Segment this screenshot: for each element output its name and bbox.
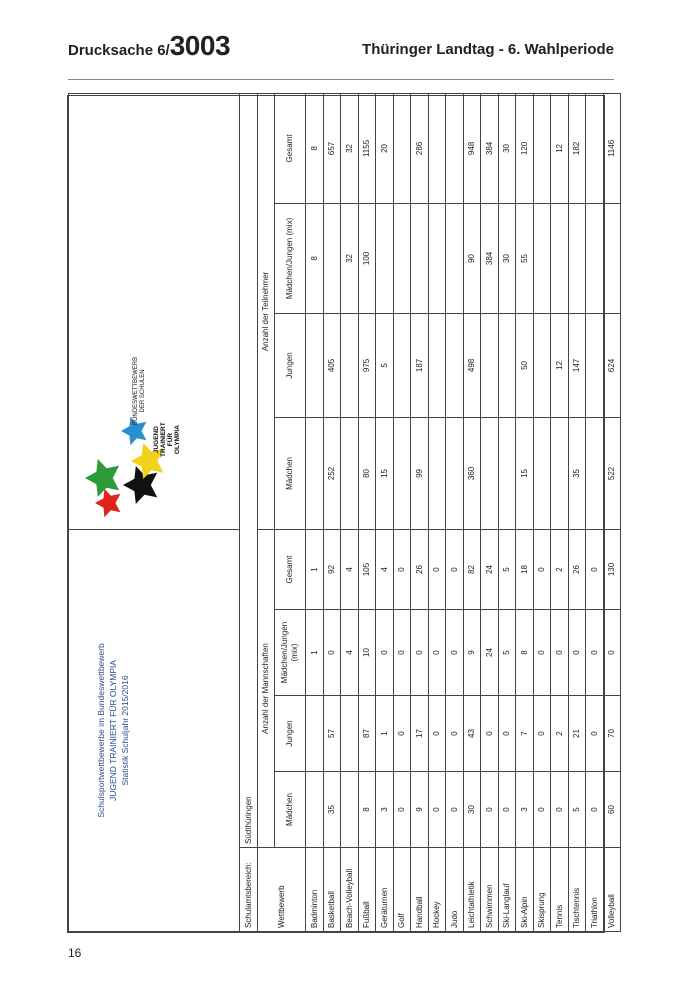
sport-name-cell: Ski-Alpin bbox=[516, 848, 534, 932]
col-header-part-jungen: Jungen bbox=[275, 313, 306, 417]
value-cell-tj: 43 bbox=[463, 696, 481, 772]
value-cell-tx: 4 bbox=[341, 610, 359, 696]
col-header-wettbewerb: Wettbewerb bbox=[257, 848, 306, 932]
table-row bbox=[341, 93, 359, 931]
value-cell-pg bbox=[446, 93, 464, 203]
value-cell-tj: 0 bbox=[428, 696, 446, 772]
value-cell-pg: 286 bbox=[411, 93, 429, 203]
value-cell-pg: 182 bbox=[568, 93, 586, 203]
title-row bbox=[69, 93, 240, 931]
value-cell-pm: 15 bbox=[516, 417, 534, 529]
table-frame bbox=[67, 95, 617, 933]
value-cell-tj: 0 bbox=[446, 696, 464, 772]
statistics-table bbox=[68, 93, 621, 932]
value-cell-pg: 1155 bbox=[358, 93, 376, 203]
value-cell-tg: 0 bbox=[446, 529, 464, 609]
table-title-line-2: JUGEND TRAINIERT FÜR OLYMPIA bbox=[108, 659, 118, 801]
col-header-part-mix: Mädchen/Jungen (mix) bbox=[275, 203, 306, 313]
value-cell-px: 100 bbox=[358, 203, 376, 313]
value-cell-tj: 70 bbox=[603, 696, 621, 772]
sport-name-cell: Tennis bbox=[551, 848, 569, 932]
value-cell-tg: 18 bbox=[516, 529, 534, 609]
value-cell-tx: 0 bbox=[428, 610, 446, 696]
value-cell-tj bbox=[306, 696, 324, 772]
value-cell-pj bbox=[533, 313, 551, 417]
value-cell-tx: 0 bbox=[393, 610, 411, 696]
value-cell-tm: 0 bbox=[393, 772, 411, 848]
value-cell-px: 32 bbox=[341, 203, 359, 313]
sport-name-cell: Handball bbox=[411, 848, 429, 932]
schulamt-label: Schulamtsbereich: bbox=[240, 848, 258, 932]
value-cell-tm: 3 bbox=[376, 772, 394, 848]
rotated-table bbox=[67, 95, 617, 933]
table-row bbox=[306, 93, 324, 931]
sport-name-cell: Tischtennis bbox=[568, 848, 586, 932]
value-cell-tg: 2 bbox=[551, 529, 569, 609]
value-cell-tg: 5 bbox=[498, 529, 516, 609]
table-row bbox=[376, 93, 394, 931]
col-header-teams-mix: Mädchen/Jungen (mix) bbox=[275, 610, 306, 696]
value-cell-px: 8 bbox=[306, 203, 324, 313]
value-cell-tj: 0 bbox=[533, 696, 551, 772]
sport-name-cell: Judo bbox=[446, 848, 464, 932]
value-cell-px bbox=[428, 203, 446, 313]
value-cell-pm bbox=[446, 417, 464, 529]
value-cell-tg: 24 bbox=[481, 529, 499, 609]
value-cell-tx: 5 bbox=[498, 610, 516, 696]
sport-name-cell: Golf bbox=[393, 848, 411, 932]
value-cell-tm bbox=[306, 772, 324, 848]
value-cell-tm: 30 bbox=[463, 772, 481, 848]
value-cell-pm: 252 bbox=[323, 417, 341, 529]
value-cell-pg: 120 bbox=[516, 93, 534, 203]
value-cell-tx: 8 bbox=[516, 610, 534, 696]
value-cell-tx: 24 bbox=[481, 610, 499, 696]
sport-name-cell: Hockey bbox=[428, 848, 446, 932]
table-row bbox=[428, 93, 446, 931]
sport-name-cell: Leichtathletik bbox=[463, 848, 481, 932]
sport-name-cell: Geräturnen bbox=[376, 848, 394, 932]
value-cell-pj bbox=[428, 313, 446, 417]
value-cell-px: 384 bbox=[481, 203, 499, 313]
value-cell-tx: 0 bbox=[323, 610, 341, 696]
value-cell-px bbox=[603, 203, 621, 313]
value-cell-pm bbox=[533, 417, 551, 529]
group-header-row bbox=[257, 93, 275, 931]
value-cell-pj: 187 bbox=[411, 313, 429, 417]
value-cell-tg: 92 bbox=[323, 529, 341, 609]
col-header-teams-maedchen: Mädchen bbox=[275, 772, 306, 848]
value-cell-tg: 4 bbox=[341, 529, 359, 609]
table-row bbox=[516, 93, 534, 931]
table-row bbox=[586, 93, 604, 931]
value-cell-tm: 5 bbox=[568, 772, 586, 848]
value-cell-tj: 1 bbox=[376, 696, 394, 772]
region-row bbox=[240, 93, 258, 931]
value-cell-pg bbox=[428, 93, 446, 203]
column-header-row bbox=[275, 93, 306, 931]
value-cell-tx: 9 bbox=[463, 610, 481, 696]
value-cell-tm: 0 bbox=[498, 772, 516, 848]
value-cell-pm bbox=[551, 417, 569, 529]
sport-name-cell: Volleyball bbox=[603, 848, 621, 932]
value-cell-px bbox=[393, 203, 411, 313]
value-cell-tj: 2 bbox=[551, 696, 569, 772]
value-cell-tm: 0 bbox=[533, 772, 551, 848]
value-cell-tm: 0 bbox=[551, 772, 569, 848]
value-cell-pg: 657 bbox=[323, 93, 341, 203]
value-cell-pg bbox=[393, 93, 411, 203]
value-cell-pj bbox=[481, 313, 499, 417]
value-cell-tm: 0 bbox=[428, 772, 446, 848]
group-header-participants: Anzahl der Teilnehmer bbox=[257, 93, 275, 529]
value-cell-pj bbox=[446, 313, 464, 417]
table-row bbox=[551, 93, 569, 931]
value-cell-tj bbox=[341, 696, 359, 772]
value-cell-tj: 0 bbox=[498, 696, 516, 772]
value-cell-tx: 0 bbox=[568, 610, 586, 696]
col-header-part-gesamt: Gesamt bbox=[275, 93, 306, 203]
value-cell-px bbox=[586, 203, 604, 313]
value-cell-pj bbox=[393, 313, 411, 417]
value-cell-pj: 624 bbox=[603, 313, 621, 417]
logo-cell bbox=[69, 93, 240, 529]
value-cell-px: 55 bbox=[516, 203, 534, 313]
sport-name-cell: Beach-Volleyball bbox=[341, 848, 359, 932]
value-cell-tg: 0 bbox=[428, 529, 446, 609]
value-cell-tm: 60 bbox=[603, 772, 621, 848]
value-cell-tg: 0 bbox=[533, 529, 551, 609]
value-cell-px bbox=[568, 203, 586, 313]
sport-name-cell: Schwimmen bbox=[481, 848, 499, 932]
value-cell-tg: 0 bbox=[393, 529, 411, 609]
value-cell-pm bbox=[586, 417, 604, 529]
title-cell bbox=[69, 529, 240, 931]
sport-name-cell: Ski-Langlauf bbox=[498, 848, 516, 932]
table-row bbox=[533, 93, 551, 931]
value-cell-tm: 0 bbox=[586, 772, 604, 848]
value-cell-tj: 0 bbox=[393, 696, 411, 772]
value-cell-tg: 82 bbox=[463, 529, 481, 609]
value-cell-px bbox=[533, 203, 551, 313]
value-cell-tj: 87 bbox=[358, 696, 376, 772]
value-cell-pj: 5 bbox=[376, 313, 394, 417]
value-cell-px bbox=[376, 203, 394, 313]
value-cell-pj bbox=[306, 313, 324, 417]
table-title-line-1: Schulsportwettbewerbe im Bundeswettbewerb bbox=[96, 643, 106, 818]
value-cell-tj: 21 bbox=[568, 696, 586, 772]
value-cell-pj: 405 bbox=[323, 313, 341, 417]
value-cell-pm: 360 bbox=[463, 417, 481, 529]
logo-subtitle: BUNDESWETTBEWERB DER SCHULEN bbox=[133, 356, 146, 425]
value-cell-pm: 99 bbox=[411, 417, 429, 529]
logo-wordmark: JUGEND TRAINIERT FÜR OLYMPIA bbox=[153, 422, 181, 457]
value-cell-px: 30 bbox=[498, 203, 516, 313]
value-cell-tg: 0 bbox=[586, 529, 604, 609]
table-row bbox=[393, 93, 411, 931]
table-row bbox=[603, 93, 621, 931]
value-cell-px bbox=[551, 203, 569, 313]
table-row bbox=[481, 93, 499, 931]
value-cell-tm: 9 bbox=[411, 772, 429, 848]
value-cell-pm: 522 bbox=[603, 417, 621, 529]
star-green bbox=[85, 459, 119, 497]
value-cell-pg: 384 bbox=[481, 93, 499, 203]
sport-name-cell: Badminton bbox=[306, 848, 324, 932]
olympia-logo bbox=[73, 353, 233, 523]
col-header-teams-gesamt: Gesamt bbox=[275, 529, 306, 609]
table-row bbox=[498, 93, 516, 931]
table-title-line-3: Statistik Schuljahr 2015/2016 bbox=[120, 675, 130, 786]
value-cell-tm: 0 bbox=[481, 772, 499, 848]
value-cell-tx: 10 bbox=[358, 610, 376, 696]
value-cell-pm: 80 bbox=[358, 417, 376, 529]
parliament-title: Thüringer Landtag - 6. Wahlperiode bbox=[362, 41, 614, 58]
table-row bbox=[358, 93, 376, 931]
value-cell-pj: 147 bbox=[568, 313, 586, 417]
table-row bbox=[323, 93, 341, 931]
value-cell-px bbox=[411, 203, 429, 313]
page-number: 16 bbox=[68, 946, 82, 960]
value-cell-pj: 50 bbox=[516, 313, 534, 417]
value-cell-tx: 0 bbox=[376, 610, 394, 696]
value-cell-tg: 130 bbox=[603, 529, 621, 609]
table-row bbox=[463, 93, 481, 931]
value-cell-pg: 8 bbox=[306, 93, 324, 203]
table-body bbox=[306, 93, 621, 931]
value-cell-pj bbox=[341, 313, 359, 417]
value-cell-pg: 1146 bbox=[603, 93, 621, 203]
value-cell-tj: 0 bbox=[481, 696, 499, 772]
value-cell-pm bbox=[481, 417, 499, 529]
value-cell-tj: 0 bbox=[586, 696, 604, 772]
value-cell-pm bbox=[341, 417, 359, 529]
value-cell-pj: 12 bbox=[551, 313, 569, 417]
value-cell-tx: 0 bbox=[411, 610, 429, 696]
value-cell-pm bbox=[393, 417, 411, 529]
sport-name-cell: Skisprung bbox=[533, 848, 551, 932]
value-cell-pj: 975 bbox=[358, 313, 376, 417]
value-cell-tg: 4 bbox=[376, 529, 394, 609]
value-cell-tx: 0 bbox=[586, 610, 604, 696]
value-cell-pj bbox=[586, 313, 604, 417]
value-cell-tx: 0 bbox=[446, 610, 464, 696]
value-cell-pm: 15 bbox=[376, 417, 394, 529]
value-cell-pg bbox=[586, 93, 604, 203]
value-cell-pg: 32 bbox=[341, 93, 359, 203]
value-cell-tx: 0 bbox=[533, 610, 551, 696]
value-cell-px: 90 bbox=[463, 203, 481, 313]
value-cell-tm: 0 bbox=[446, 772, 464, 848]
value-cell-pm: 35 bbox=[568, 417, 586, 529]
value-cell-tm: 35 bbox=[323, 772, 341, 848]
header-rule bbox=[68, 79, 614, 80]
sport-name-cell: Fußball bbox=[358, 848, 376, 932]
table-row bbox=[568, 93, 586, 931]
value-cell-px bbox=[446, 203, 464, 313]
value-cell-pj: 498 bbox=[463, 313, 481, 417]
value-cell-tx: 0 bbox=[551, 610, 569, 696]
value-cell-pm bbox=[428, 417, 446, 529]
value-cell-pg bbox=[533, 93, 551, 203]
value-cell-pg: 12 bbox=[551, 93, 569, 203]
value-cell-tj: 7 bbox=[516, 696, 534, 772]
star-black bbox=[123, 466, 157, 504]
value-cell-pg: 20 bbox=[376, 93, 394, 203]
schulamt-value: Südthüringen bbox=[240, 93, 258, 847]
value-cell-tx: 0 bbox=[603, 610, 621, 696]
col-header-part-maedchen: Mädchen bbox=[275, 417, 306, 529]
sport-name-cell: Basketball bbox=[323, 848, 341, 932]
col-header-teams-jungen: Jungen bbox=[275, 696, 306, 772]
value-cell-pg: 948 bbox=[463, 93, 481, 203]
value-cell-pj bbox=[498, 313, 516, 417]
group-header-teams: Anzahl der Mannschaften bbox=[257, 529, 275, 847]
table-row bbox=[411, 93, 429, 931]
value-cell-tj: 17 bbox=[411, 696, 429, 772]
value-cell-tg: 26 bbox=[411, 529, 429, 609]
value-cell-tg: 105 bbox=[358, 529, 376, 609]
value-cell-tg: 1 bbox=[306, 529, 324, 609]
table-row bbox=[446, 93, 464, 931]
document-number: Drucksache 6/3003 bbox=[68, 30, 231, 61]
value-cell-tm: 3 bbox=[516, 772, 534, 848]
value-cell-tm: 8 bbox=[358, 772, 376, 848]
value-cell-tg: 26 bbox=[568, 529, 586, 609]
value-cell-pm bbox=[498, 417, 516, 529]
value-cell-pg: 30 bbox=[498, 93, 516, 203]
value-cell-tm bbox=[341, 772, 359, 848]
value-cell-px bbox=[323, 203, 341, 313]
sport-name-cell: Triathlon bbox=[586, 848, 604, 932]
value-cell-pm bbox=[306, 417, 324, 529]
value-cell-tj: 57 bbox=[323, 696, 341, 772]
value-cell-tx: 1 bbox=[306, 610, 324, 696]
